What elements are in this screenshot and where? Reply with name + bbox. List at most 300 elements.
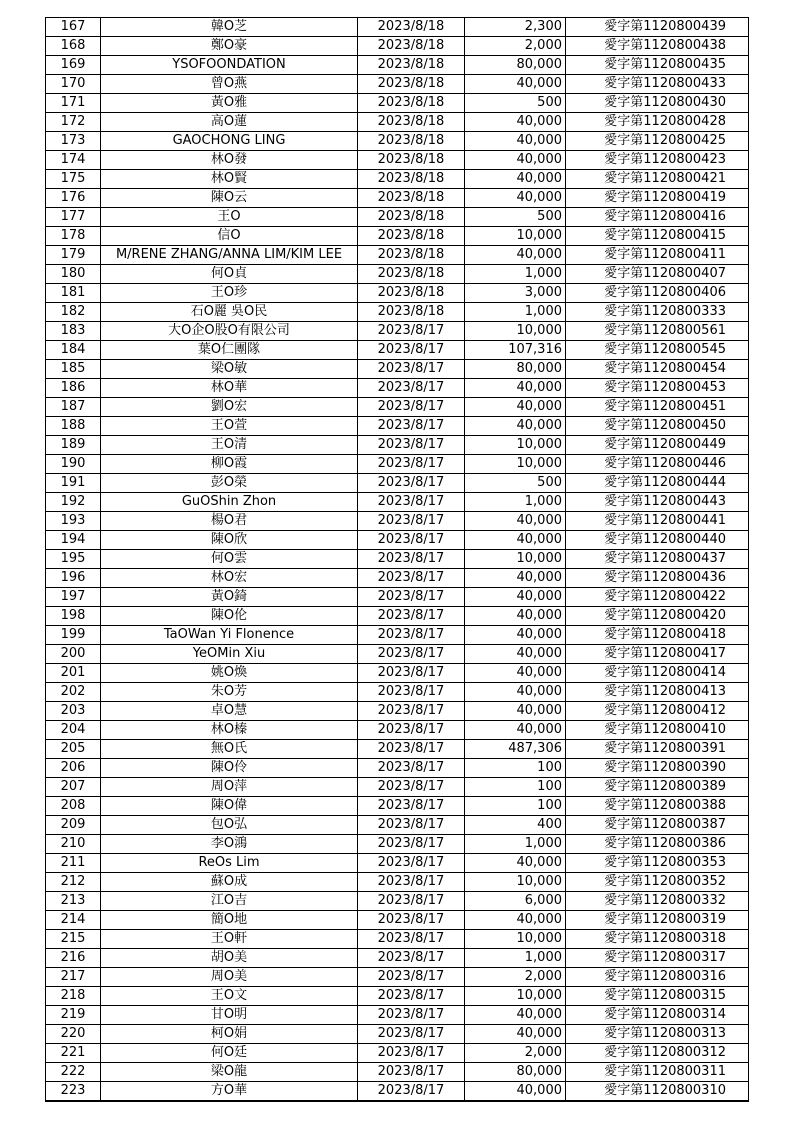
receipt-number-cell: 愛字第1120800430 — [566, 94, 749, 113]
receipt-number-cell: 愛字第1120800416 — [566, 208, 749, 227]
row-number-cell: 198 — [46, 607, 101, 626]
donation-date-cell: 2023/8/17 — [358, 569, 465, 588]
donation-date-cell: 2023/8/18 — [358, 170, 465, 189]
receipt-number-cell: 愛字第1120800333 — [566, 303, 749, 322]
table-row — [46, 759, 749, 778]
donation-date-cell: 2023/8/17 — [358, 835, 465, 854]
donation-amount-cell: 2,000 — [465, 968, 566, 987]
receipt-number-cell: 愛字第1120800353 — [566, 854, 749, 873]
donor-name-cell: 王O文 — [101, 987, 358, 1006]
row-number-cell: 210 — [46, 835, 101, 854]
donor-name-cell: 陳O伦 — [101, 607, 358, 626]
donation-date-cell: 2023/8/17 — [358, 626, 465, 645]
row-number-cell: 207 — [46, 778, 101, 797]
donation-amount-cell: 100 — [465, 778, 566, 797]
donation-amount-cell: 40,000 — [465, 626, 566, 645]
table-row — [46, 474, 749, 493]
row-number-cell: 217 — [46, 968, 101, 987]
donation-date-cell: 2023/8/18 — [358, 208, 465, 227]
donation-date-cell: 2023/8/17 — [358, 1006, 465, 1025]
row-number-cell: 220 — [46, 1025, 101, 1044]
donor-name-cell: 柯O娟 — [101, 1025, 358, 1044]
donor-name-cell: 王O清 — [101, 436, 358, 455]
donation-date-cell: 2023/8/18 — [358, 227, 465, 246]
donor-name-cell: YeOMin Xiu — [101, 645, 358, 664]
donation-list-sheet — [45, 17, 748, 1102]
donation-amount-cell: 80,000 — [465, 56, 566, 75]
table-row — [46, 18, 749, 37]
donation-amount-cell: 40,000 — [465, 379, 566, 398]
table-row — [46, 56, 749, 75]
table-row — [46, 683, 749, 702]
donation-amount-cell: 40,000 — [465, 417, 566, 436]
table-row — [46, 493, 749, 512]
donation-date-cell: 2023/8/17 — [358, 816, 465, 835]
donation-date-cell: 2023/8/17 — [358, 550, 465, 569]
donation-date-cell: 2023/8/17 — [358, 512, 465, 531]
row-number-cell: 180 — [46, 265, 101, 284]
table-row — [46, 797, 749, 816]
table-row — [46, 227, 749, 246]
row-number-cell: 188 — [46, 417, 101, 436]
row-number-cell: 223 — [46, 1082, 101, 1102]
table-row — [46, 512, 749, 531]
donation-date-cell: 2023/8/17 — [358, 455, 465, 474]
receipt-number-cell: 愛字第1120800440 — [566, 531, 749, 550]
row-number-cell: 204 — [46, 721, 101, 740]
donation-amount-cell: 1,000 — [465, 835, 566, 854]
receipt-number-cell: 愛字第1120800446 — [566, 455, 749, 474]
donation-amount-cell: 40,000 — [465, 1006, 566, 1025]
table-row — [46, 721, 749, 740]
receipt-number-cell: 愛字第1120800412 — [566, 702, 749, 721]
row-number-cell: 195 — [46, 550, 101, 569]
donation-date-cell: 2023/8/18 — [358, 94, 465, 113]
donation-date-cell: 2023/8/17 — [358, 930, 465, 949]
table-row — [46, 113, 749, 132]
donor-name-cell: 梁O龍 — [101, 1063, 358, 1082]
donor-name-cell: 大O企O股O有限公司 — [101, 322, 358, 341]
donation-date-cell: 2023/8/17 — [358, 778, 465, 797]
donation-amount-cell: 2,000 — [465, 37, 566, 56]
donation-date-cell: 2023/8/17 — [358, 531, 465, 550]
receipt-number-cell: 愛字第1120800406 — [566, 284, 749, 303]
donor-name-cell: 包O弘 — [101, 816, 358, 835]
donor-name-cell: GAOCHONG LING — [101, 132, 358, 151]
receipt-number-cell: 愛字第1120800387 — [566, 816, 749, 835]
receipt-number-cell: 愛字第1120800390 — [566, 759, 749, 778]
row-number-cell: 171 — [46, 94, 101, 113]
receipt-number-cell: 愛字第1120800441 — [566, 512, 749, 531]
donation-amount-cell: 40,000 — [465, 398, 566, 417]
row-number-cell: 190 — [46, 455, 101, 474]
row-number-cell: 172 — [46, 113, 101, 132]
receipt-number-cell: 愛字第1120800419 — [566, 189, 749, 208]
donation-amount-cell: 40,000 — [465, 246, 566, 265]
donor-name-cell: 石O麗 吳O民 — [101, 303, 358, 322]
row-number-cell: 169 — [46, 56, 101, 75]
table-row — [46, 873, 749, 892]
donor-name-cell: 何O雲 — [101, 550, 358, 569]
donation-amount-cell: 10,000 — [465, 436, 566, 455]
receipt-number-cell: 愛字第1120800318 — [566, 930, 749, 949]
row-number-cell: 167 — [46, 18, 101, 37]
donor-name-cell: ReOs Lim — [101, 854, 358, 873]
donation-amount-cell: 40,000 — [465, 1025, 566, 1044]
donation-amount-cell: 40,000 — [465, 75, 566, 94]
donation-amount-cell: 40,000 — [465, 569, 566, 588]
row-number-cell: 202 — [46, 683, 101, 702]
donor-name-cell: 鄭O豪 — [101, 37, 358, 56]
receipt-number-cell: 愛字第1120800388 — [566, 797, 749, 816]
donation-date-cell: 2023/8/17 — [358, 873, 465, 892]
row-number-cell: 205 — [46, 740, 101, 759]
donation-amount-cell: 107,316 — [465, 341, 566, 360]
donation-amount-cell: 10,000 — [465, 322, 566, 341]
donor-name-cell: 林O華 — [101, 379, 358, 398]
table-row — [46, 550, 749, 569]
donor-name-cell: 王O — [101, 208, 358, 227]
row-number-cell: 192 — [46, 493, 101, 512]
donor-name-cell: 方O華 — [101, 1082, 358, 1102]
donation-amount-cell: 500 — [465, 94, 566, 113]
donor-name-cell: 陳O伶 — [101, 759, 358, 778]
receipt-number-cell: 愛字第1120800437 — [566, 550, 749, 569]
table-row — [46, 835, 749, 854]
donation-date-cell: 2023/8/17 — [358, 721, 465, 740]
row-number-cell: 216 — [46, 949, 101, 968]
donor-name-cell: 彭O榮 — [101, 474, 358, 493]
table-row — [46, 854, 749, 873]
donation-date-cell: 2023/8/17 — [358, 1082, 465, 1102]
donor-name-cell: 江O吉 — [101, 892, 358, 911]
table-row — [46, 892, 749, 911]
table-row — [46, 664, 749, 683]
table-row — [46, 303, 749, 322]
donation-amount-cell: 400 — [465, 816, 566, 835]
donation-date-cell: 2023/8/17 — [358, 702, 465, 721]
donation-amount-cell: 40,000 — [465, 683, 566, 702]
receipt-number-cell: 愛字第1120800411 — [566, 246, 749, 265]
table-row — [46, 94, 749, 113]
donation-amount-cell: 40,000 — [465, 702, 566, 721]
donation-amount-cell: 1,000 — [465, 949, 566, 968]
donor-name-cell: 高O蓮 — [101, 113, 358, 132]
donation-table — [45, 17, 749, 1102]
receipt-number-cell: 愛字第1120800316 — [566, 968, 749, 987]
donation-date-cell: 2023/8/17 — [358, 987, 465, 1006]
table-row — [46, 322, 749, 341]
row-number-cell: 212 — [46, 873, 101, 892]
row-number-cell: 168 — [46, 37, 101, 56]
donation-date-cell: 2023/8/17 — [358, 949, 465, 968]
row-number-cell: 179 — [46, 246, 101, 265]
donation-date-cell: 2023/8/18 — [358, 56, 465, 75]
donor-name-cell: 柳O霞 — [101, 455, 358, 474]
donation-amount-cell: 40,000 — [465, 645, 566, 664]
donation-date-cell: 2023/8/18 — [358, 303, 465, 322]
donation-date-cell: 2023/8/17 — [358, 607, 465, 626]
donor-name-cell: TaOWan Yi Flonence — [101, 626, 358, 645]
table-row — [46, 626, 749, 645]
row-number-cell: 182 — [46, 303, 101, 322]
donor-name-cell: 姚O煥 — [101, 664, 358, 683]
donation-date-cell: 2023/8/17 — [358, 474, 465, 493]
donor-name-cell: 蘇O成 — [101, 873, 358, 892]
receipt-number-cell: 愛字第1120800386 — [566, 835, 749, 854]
donation-date-cell: 2023/8/18 — [358, 132, 465, 151]
table-row — [46, 132, 749, 151]
receipt-number-cell: 愛字第1120800545 — [566, 341, 749, 360]
table-row — [46, 170, 749, 189]
donation-date-cell: 2023/8/18 — [358, 151, 465, 170]
donation-date-cell: 2023/8/17 — [358, 493, 465, 512]
donation-amount-cell: 10,000 — [465, 455, 566, 474]
row-number-cell: 191 — [46, 474, 101, 493]
donor-name-cell: 周O美 — [101, 968, 358, 987]
table-row — [46, 607, 749, 626]
row-number-cell: 221 — [46, 1044, 101, 1063]
donor-name-cell: 林O榛 — [101, 721, 358, 740]
donation-date-cell: 2023/8/17 — [358, 588, 465, 607]
row-number-cell: 173 — [46, 132, 101, 151]
table-row — [46, 75, 749, 94]
donor-name-cell: 王O珍 — [101, 284, 358, 303]
donation-date-cell: 2023/8/17 — [358, 379, 465, 398]
donation-date-cell: 2023/8/17 — [358, 417, 465, 436]
row-number-cell: 170 — [46, 75, 101, 94]
receipt-number-cell: 愛字第1120800413 — [566, 683, 749, 702]
receipt-number-cell: 愛字第1120800561 — [566, 322, 749, 341]
table-row — [46, 816, 749, 835]
donation-date-cell: 2023/8/18 — [358, 18, 465, 37]
receipt-number-cell: 愛字第1120800315 — [566, 987, 749, 1006]
donation-amount-cell: 40,000 — [465, 189, 566, 208]
table-row — [46, 189, 749, 208]
receipt-number-cell: 愛字第1120800439 — [566, 18, 749, 37]
donor-name-cell: 林O發 — [101, 151, 358, 170]
row-number-cell: 174 — [46, 151, 101, 170]
donation-amount-cell: 2,300 — [465, 18, 566, 37]
donation-date-cell: 2023/8/18 — [358, 265, 465, 284]
row-number-cell: 200 — [46, 645, 101, 664]
donation-amount-cell: 40,000 — [465, 512, 566, 531]
row-number-cell: 219 — [46, 1006, 101, 1025]
donor-name-cell: 黃O雅 — [101, 94, 358, 113]
donation-amount-cell: 3,000 — [465, 284, 566, 303]
donation-date-cell: 2023/8/17 — [358, 341, 465, 360]
receipt-number-cell: 愛字第1120800389 — [566, 778, 749, 797]
table-row — [46, 436, 749, 455]
donation-amount-cell: 40,000 — [465, 607, 566, 626]
receipt-number-cell: 愛字第1120800317 — [566, 949, 749, 968]
donation-amount-cell: 100 — [465, 759, 566, 778]
table-row — [46, 740, 749, 759]
donor-name-cell: 信O — [101, 227, 358, 246]
row-number-cell: 187 — [46, 398, 101, 417]
table-row — [46, 246, 749, 265]
receipt-number-cell: 愛字第1120800417 — [566, 645, 749, 664]
donation-amount-cell: 487,306 — [465, 740, 566, 759]
receipt-number-cell: 愛字第1120800310 — [566, 1082, 749, 1102]
donor-name-cell: 王O軒 — [101, 930, 358, 949]
donation-amount-cell: 40,000 — [465, 854, 566, 873]
donation-amount-cell: 10,000 — [465, 550, 566, 569]
donation-amount-cell: 40,000 — [465, 531, 566, 550]
table-row — [46, 341, 749, 360]
receipt-number-cell: 愛字第1120800423 — [566, 151, 749, 170]
row-number-cell: 203 — [46, 702, 101, 721]
donation-date-cell: 2023/8/18 — [358, 113, 465, 132]
donation-date-cell: 2023/8/17 — [358, 398, 465, 417]
donation-date-cell: 2023/8/17 — [358, 683, 465, 702]
donation-amount-cell: 40,000 — [465, 664, 566, 683]
table-row — [46, 284, 749, 303]
row-number-cell: 214 — [46, 911, 101, 930]
table-row — [46, 778, 749, 797]
table-row — [46, 455, 749, 474]
receipt-number-cell: 愛字第1120800436 — [566, 569, 749, 588]
receipt-number-cell: 愛字第1120800319 — [566, 911, 749, 930]
row-number-cell: 193 — [46, 512, 101, 531]
donation-amount-cell: 40,000 — [465, 113, 566, 132]
table-row — [46, 360, 749, 379]
donor-name-cell: 簡O地 — [101, 911, 358, 930]
donor-name-cell: 卓O慧 — [101, 702, 358, 721]
donation-amount-cell: 40,000 — [465, 151, 566, 170]
row-number-cell: 189 — [46, 436, 101, 455]
donor-name-cell: M/RENE ZHANG/ANNA LIM/KIM LEE — [101, 246, 358, 265]
table-row — [46, 968, 749, 987]
table-row — [46, 379, 749, 398]
receipt-number-cell: 愛字第1120800391 — [566, 740, 749, 759]
donor-name-cell: 甘O明 — [101, 1006, 358, 1025]
donor-name-cell: 何O廷 — [101, 1044, 358, 1063]
table-row — [46, 1044, 749, 1063]
donation-amount-cell: 500 — [465, 208, 566, 227]
receipt-number-cell: 愛字第1120800438 — [566, 37, 749, 56]
table-row — [46, 930, 749, 949]
donation-date-cell: 2023/8/17 — [358, 322, 465, 341]
donor-name-cell: 王O萱 — [101, 417, 358, 436]
donation-amount-cell: 10,000 — [465, 987, 566, 1006]
receipt-number-cell: 愛字第1120800425 — [566, 132, 749, 151]
donor-name-cell: 曾O燕 — [101, 75, 358, 94]
receipt-number-cell: 愛字第1120800314 — [566, 1006, 749, 1025]
row-number-cell: 208 — [46, 797, 101, 816]
donor-name-cell: 朱O芳 — [101, 683, 358, 702]
donation-date-cell: 2023/8/17 — [358, 360, 465, 379]
donation-date-cell: 2023/8/18 — [358, 189, 465, 208]
donor-name-cell: 何O貞 — [101, 265, 358, 284]
receipt-number-cell: 愛字第1120800418 — [566, 626, 749, 645]
table-row — [46, 265, 749, 284]
donation-amount-cell: 500 — [465, 474, 566, 493]
donation-amount-cell: 1,000 — [465, 493, 566, 512]
donation-amount-cell: 40,000 — [465, 170, 566, 189]
donor-name-cell: 陳O云 — [101, 189, 358, 208]
donor-name-cell: 劉O宏 — [101, 398, 358, 417]
table-row — [46, 569, 749, 588]
row-number-cell: 178 — [46, 227, 101, 246]
receipt-number-cell: 愛字第1120800313 — [566, 1025, 749, 1044]
donor-name-cell: 黃O錡 — [101, 588, 358, 607]
donation-amount-cell: 40,000 — [465, 1082, 566, 1102]
row-number-cell: 218 — [46, 987, 101, 1006]
table-row — [46, 37, 749, 56]
table-row — [46, 531, 749, 550]
table-row — [46, 1006, 749, 1025]
row-number-cell: 186 — [46, 379, 101, 398]
donation-date-cell: 2023/8/18 — [358, 75, 465, 94]
table-row — [46, 702, 749, 721]
receipt-number-cell: 愛字第1120800415 — [566, 227, 749, 246]
donor-name-cell: 陳O偉 — [101, 797, 358, 816]
donation-amount-cell: 10,000 — [465, 873, 566, 892]
row-number-cell: 199 — [46, 626, 101, 645]
donation-amount-cell: 6,000 — [465, 892, 566, 911]
row-number-cell: 209 — [46, 816, 101, 835]
donation-amount-cell: 100 — [465, 797, 566, 816]
receipt-number-cell: 愛字第1120800414 — [566, 664, 749, 683]
donation-date-cell: 2023/8/17 — [358, 759, 465, 778]
receipt-number-cell: 愛字第1120800433 — [566, 75, 749, 94]
donor-name-cell: 無O氏 — [101, 740, 358, 759]
table-row — [46, 588, 749, 607]
receipt-number-cell: 愛字第1120800422 — [566, 588, 749, 607]
row-number-cell: 211 — [46, 854, 101, 873]
row-number-cell: 197 — [46, 588, 101, 607]
donation-amount-cell: 1,000 — [465, 265, 566, 284]
row-number-cell: 184 — [46, 341, 101, 360]
row-number-cell: 194 — [46, 531, 101, 550]
row-number-cell: 181 — [46, 284, 101, 303]
row-number-cell: 176 — [46, 189, 101, 208]
table-row — [46, 208, 749, 227]
donation-date-cell: 2023/8/17 — [358, 740, 465, 759]
row-number-cell: 185 — [46, 360, 101, 379]
receipt-number-cell: 愛字第1120800407 — [566, 265, 749, 284]
donor-name-cell: 周O萍 — [101, 778, 358, 797]
receipt-number-cell: 愛字第1120800453 — [566, 379, 749, 398]
receipt-number-cell: 愛字第1120800449 — [566, 436, 749, 455]
row-number-cell: 206 — [46, 759, 101, 778]
donation-amount-cell: 40,000 — [465, 132, 566, 151]
row-number-cell: 196 — [46, 569, 101, 588]
receipt-number-cell: 愛字第1120800312 — [566, 1044, 749, 1063]
donation-date-cell: 2023/8/18 — [358, 284, 465, 303]
donor-name-cell: 胡O美 — [101, 949, 358, 968]
row-number-cell: 201 — [46, 664, 101, 683]
donation-date-cell: 2023/8/17 — [358, 664, 465, 683]
receipt-number-cell: 愛字第1120800311 — [566, 1063, 749, 1082]
donation-date-cell: 2023/8/17 — [358, 436, 465, 455]
donor-name-cell: 林O賢 — [101, 170, 358, 189]
receipt-number-cell: 愛字第1120800435 — [566, 56, 749, 75]
donation-amount-cell: 40,000 — [465, 588, 566, 607]
donor-name-cell: 林O宏 — [101, 569, 358, 588]
receipt-number-cell: 愛字第1120800443 — [566, 493, 749, 512]
receipt-number-cell: 愛字第1120800451 — [566, 398, 749, 417]
donation-date-cell: 2023/8/18 — [358, 246, 465, 265]
receipt-number-cell: 愛字第1120800450 — [566, 417, 749, 436]
donation-date-cell: 2023/8/17 — [358, 1025, 465, 1044]
donation-date-cell: 2023/8/17 — [358, 1063, 465, 1082]
donation-amount-cell: 10,000 — [465, 227, 566, 246]
table-row — [46, 1082, 749, 1102]
donor-name-cell: 韓O芝 — [101, 18, 358, 37]
donation-amount-cell: 80,000 — [465, 360, 566, 379]
